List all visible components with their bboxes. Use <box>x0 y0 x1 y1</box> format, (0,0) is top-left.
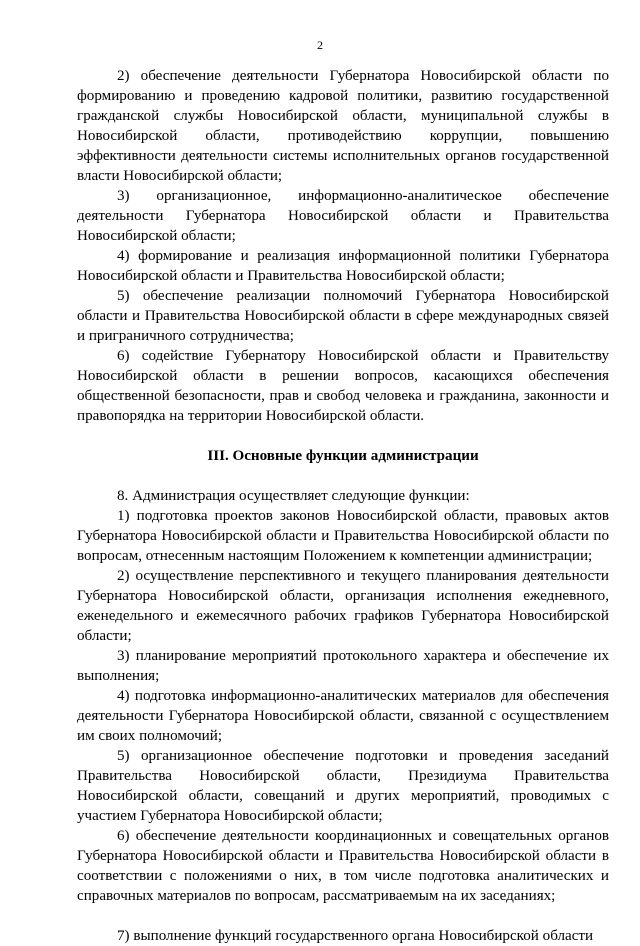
paragraph-3-2: 2) осуществление перспективного и текущего планирования деятельности Губернатора Новосибирской области, организация исполнения ежедневного, еженедельного и ежемесячного рабочих графиков Губернатора Новосибирской области; <box>77 568 609 644</box>
paragraph-3-3: 3) планирование мероприятий протокольного характера и обеспечение их выполнения; <box>77 648 609 684</box>
page-number: 2 <box>317 38 323 52</box>
paragraph-3-6: 6) обеспечение деятельности координационных и совещательных органов Губернатора Новосибирской области и Правительства Новосибирской области в соответствии с положениями о них, в том числе подготовка аналитических и справочных материалов по вопросам, рассматриваемым на их заседаниях; <box>77 828 609 904</box>
paragraph-3-4: 4) подготовка информационно-аналитических материалов для обеспечения деятельности Губернатора Новосибирской области, связанной с осуществлением им своих полномочий; <box>77 688 609 744</box>
paragraph-2-5: 5) обеспечение реализации полномочий Губернатора Новосибирской области и Правительства Новосибирской области в сфере международных связей и приграничного сотрудничества; <box>77 288 609 344</box>
paragraph-2-2: 2) обеспечение деятельности Губернатора Новосибирской области по формированию и проведению кадровой политики, развитию государственной гражданской службы Новосибирской области, муниципальной службы в Новосибирской области, противодействию коррупции, повышению эффективности деятельности системы исполнительных органов государственной власти Новосибирской области; <box>77 68 609 184</box>
paragraph-2-6: 6) содействие Губернатору Новосибирской области и Правительству Новосибирской области в решении вопросов, касающихся обеспечения общественной безопасности, прав и свобод человека и гражданина, законности и правопорядка на территории Новосибирской области. <box>77 348 609 424</box>
section-heading: III. Основные функции администрации <box>207 448 479 464</box>
section-intro: 8. Администрация осуществляет следующие функции: <box>117 488 470 504</box>
paragraph-3-1: 1) подготовка проектов законов Новосибирской области, правовых актов Губернатора Новосибирской области и Правительства Новосибирской области по вопросам, отнесенным настоящим Положением к компетенции администрации; <box>77 508 609 564</box>
paragraph-2-4: 4) формирование и реализация информационной политики Губернатора Новосибирской области и Правительства Новосибирской области; <box>77 248 609 284</box>
paragraph-3-7: 7) выполнение функций государственного органа Новосибирской области <box>117 928 594 944</box>
paragraph-3-5: 5) организационное обеспечение подготовки и проведения заседаний Правительства Новосибирской области, Президиума Правительства Новосибирской области, совещаний и других мероприятий, проводимых с участием Губернатора Новосибирской области; <box>77 748 609 824</box>
paragraph-2-3: 3) организационное, информационно-аналитическое обеспечение деятельности Губернатора Новосибирской области и Правительства Новосибирской области; <box>77 188 609 244</box>
document-body <box>77 66 609 946</box>
